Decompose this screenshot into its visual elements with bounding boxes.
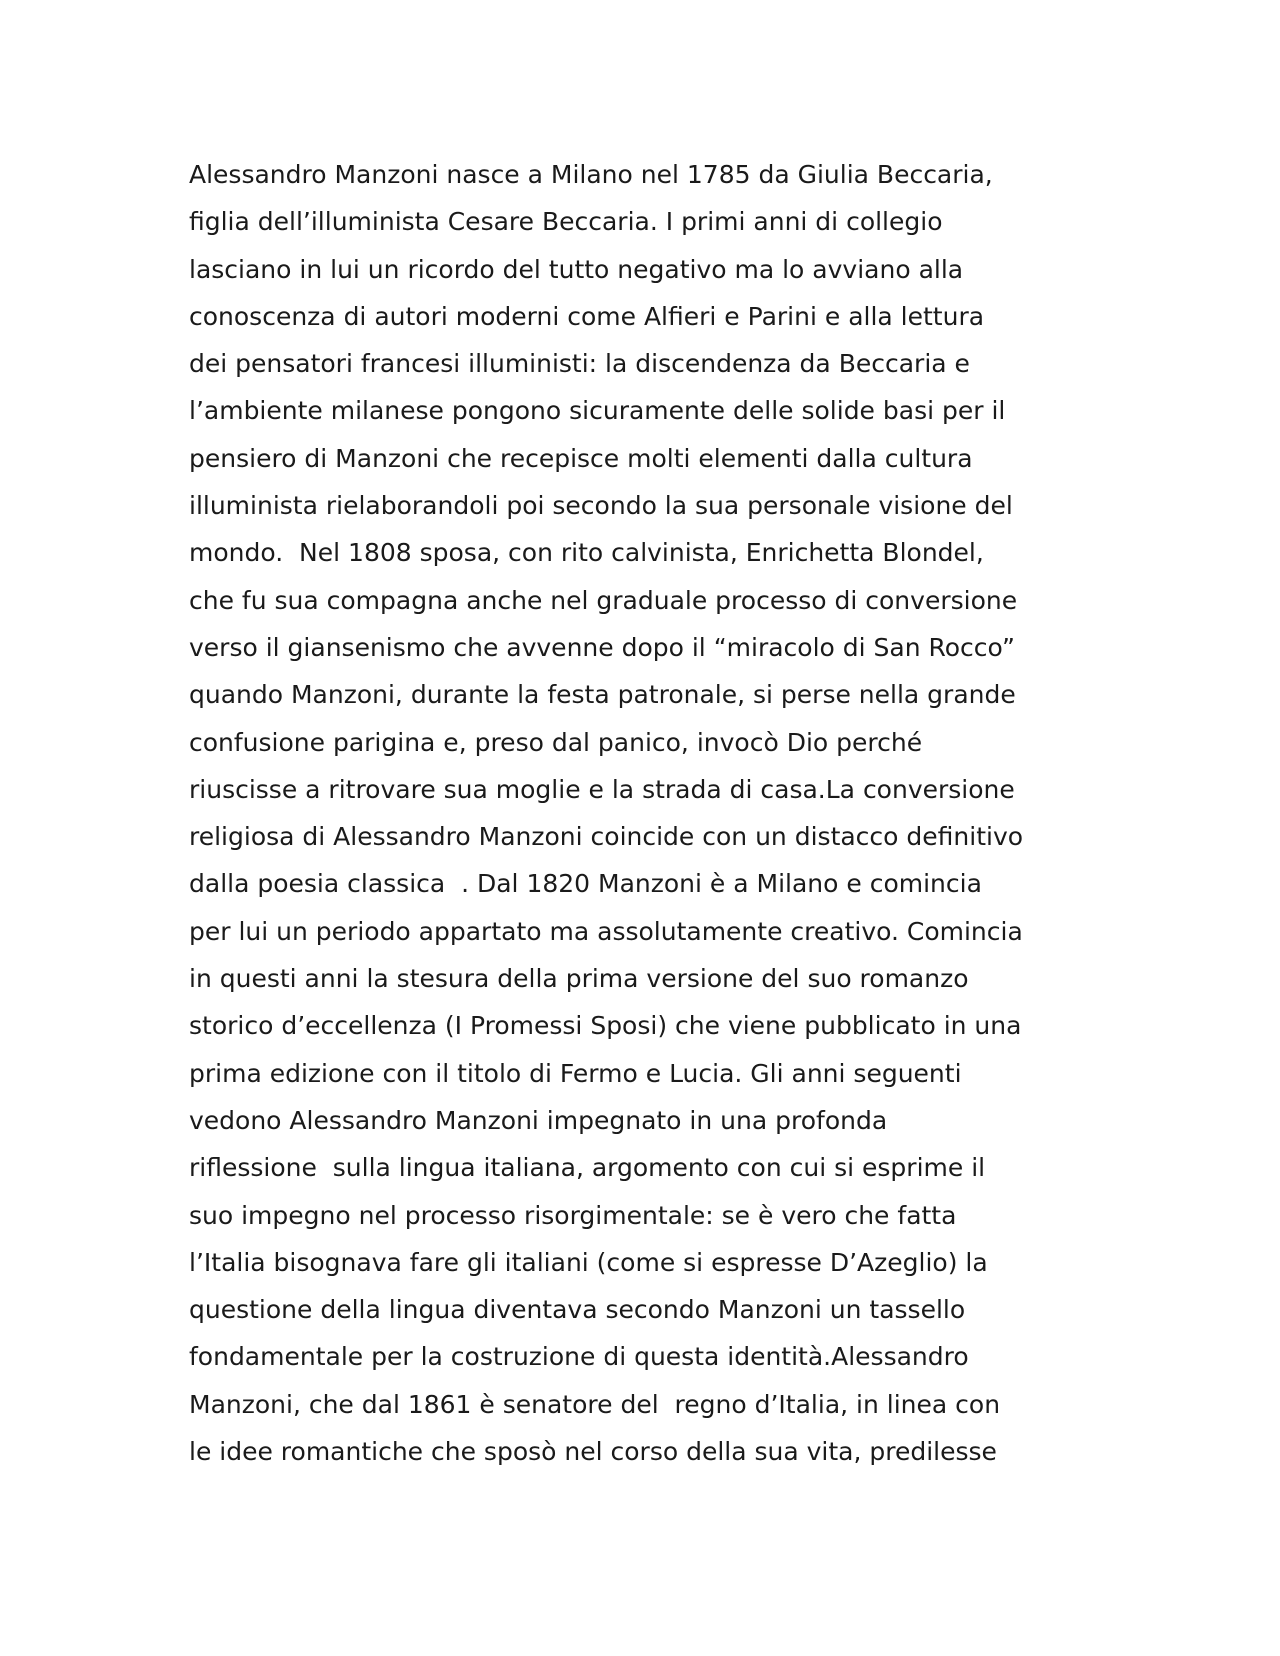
text-line: confusione parigina e, preso dal panico, invocò Dio perché	[189, 727, 923, 757]
text-line: riuscisse a ritrovare sua moglie e la strada di casa.La conversione	[189, 774, 1015, 804]
text-line: lasciano in lui un ricordo del tutto negativo ma lo avviano alla	[189, 254, 964, 284]
text-line: mondo. Nel 1808 sposa, con rito calvinista, Enrichetta Blondel,	[189, 538, 984, 568]
text-line: per lui un periodo appartato ma assolutamente creativo. Comincia	[189, 916, 1023, 946]
text-line: vedono Alessandro Manzoni impegnato in una profonda	[189, 1105, 888, 1135]
text-line: riflessione sulla lingua italiana, argomento con cui si esprime il	[189, 1153, 986, 1183]
text-line: pensiero di Manzoni che recepisce molti elementi dalla cultura	[189, 443, 973, 473]
text-line: figlia dell’illuminista Cesare Beccaria. I primi anni di collegio	[189, 207, 943, 237]
text-line: dalla poesia classica . Dal 1820 Manzoni è a Milano e comincia	[189, 869, 982, 899]
text-line: storico d’eccellenza (I Promessi Sposi) che viene pubblicato in una	[189, 1011, 1022, 1041]
text-line: dei pensatori francesi illuministi: la discendenza da Beccaria e	[189, 349, 970, 379]
text-line: le idee romantiche che sposò nel corso della sua vita, predilesse	[189, 1437, 997, 1467]
text-line: questione della lingua diventava secondo Manzoni un tassello	[189, 1295, 966, 1325]
text-line: fondamentale per la costruzione di questa identità.Alessandro	[189, 1342, 969, 1372]
body-text	[189, 151, 1129, 1475]
text-line: prima edizione con il titolo di Fermo e Lucia. Gli anni seguenti	[189, 1058, 962, 1088]
text-line: illuminista rielaborandoli poi secondo la sua personale visione del	[189, 491, 1013, 521]
text-line: in questi anni la stesura della prima versione del suo romanzo	[189, 964, 969, 994]
text-line: quando Manzoni, durante la festa patronale, si perse nella grande	[189, 680, 1016, 710]
text-line: religiosa di Alessandro Manzoni coincide con un distacco definitivo	[189, 822, 1024, 852]
text-line: suo impegno nel processo risorgimentale: se è vero che fatta	[189, 1200, 957, 1230]
text-line: conoscenza di autori moderni come Alfieri e Parini e alla lettura	[189, 301, 985, 331]
text-line: l’ambiente milanese pongono sicuramente delle solide basi per il	[189, 396, 1006, 426]
text-line: Manzoni, che dal 1861 è senatore del regno d’Italia, in linea con	[189, 1389, 1001, 1419]
text-line: l’Italia bisognava fare gli italiani (come si espresse D’Azeglio) la	[189, 1247, 988, 1277]
text-line: che fu sua compagna anche nel graduale processo di conversione	[189, 585, 1018, 615]
text-line: Alessandro Manzoni nasce a Milano nel 1785 da Giulia Beccaria,	[189, 160, 993, 189]
text-line: verso il giansenismo che avvenne dopo il “miracolo di San Rocco”	[189, 632, 1015, 662]
